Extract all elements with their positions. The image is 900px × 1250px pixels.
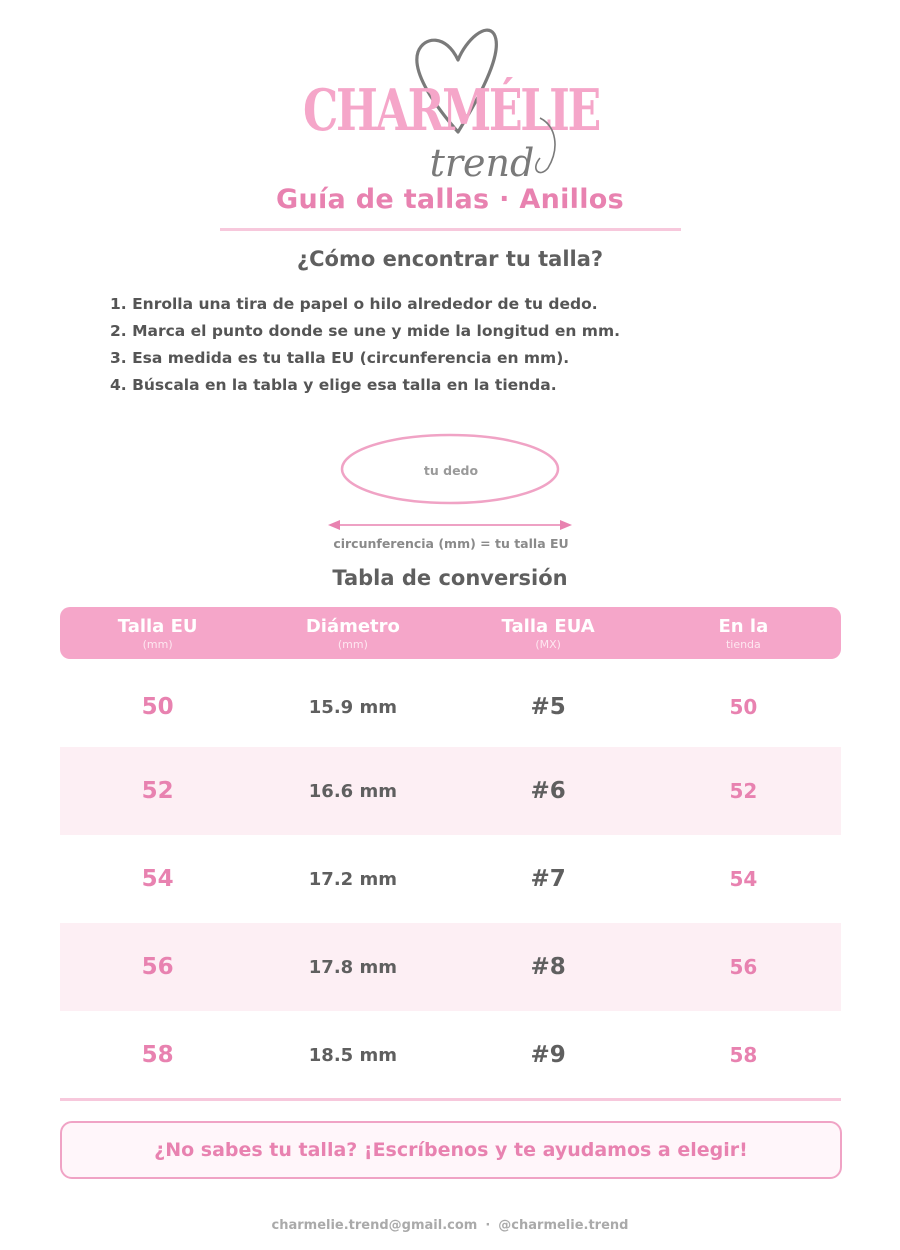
footer	[0, 1218, 900, 1233]
header-sublabel: tienda	[725, 638, 761, 651]
header-label: En la	[718, 616, 769, 637]
cell-eu: 52	[141, 778, 174, 804]
howto-title: ¿Cómo encontrar tu talla?	[296, 247, 604, 271]
table-row	[60, 835, 841, 923]
steps-list	[110, 292, 620, 400]
size-table	[60, 607, 841, 1099]
cell-diameter: 17.8 mm	[308, 956, 397, 978]
header-label: Talla EU	[117, 616, 198, 637]
cell-eu: 50	[141, 694, 174, 720]
circumference-label: circunferencia (mm) = tu talla EU	[333, 536, 569, 551]
footer-social[interactable]: @charmelie.trend	[498, 1218, 629, 1233]
step-item: 1. Enrolla una tira de papel o hilo alrededor de tu dedo.	[110, 295, 598, 313]
logo-script: trend	[429, 141, 535, 185]
finger-label: tu dedo	[423, 463, 479, 478]
step-item: 4. Búscala en la tabla y elige esa talla en la tienda.	[110, 376, 557, 394]
brand-logo	[0, 0, 900, 200]
logo-wordmark: CHARMÉLIE	[303, 77, 684, 144]
help-banner-text: ¿No sabes tu talla? ¡Escríbenos y te ayudamos a elegir!	[154, 1139, 748, 1161]
header-shop	[646, 607, 841, 652]
footer-email[interactable]: charmelie.trend@gmail.com	[271, 1218, 478, 1233]
finger-diagram	[320, 428, 582, 558]
table-row	[60, 923, 841, 1011]
cell-diameter: 18.5 mm	[308, 1044, 397, 1066]
cell-shop: 56	[729, 955, 758, 979]
step-item: 3. Esa medida es tu talla EU (circunferencia en mm).	[110, 349, 570, 367]
cell-shop: 58	[729, 1043, 758, 1067]
cell-usa: #7	[530, 866, 566, 892]
cell-usa: #9	[530, 1042, 566, 1068]
header-eu	[60, 607, 255, 652]
cell-eu: 56	[141, 954, 174, 980]
header-sublabel: (MX)	[535, 638, 561, 651]
cell-diameter: 15.9 mm	[308, 696, 397, 718]
arrow-left-icon	[328, 520, 340, 530]
cell-usa: #5	[530, 694, 566, 720]
header-label: Diámetro	[305, 616, 400, 637]
table-row	[60, 1011, 841, 1099]
help-banner	[60, 1121, 842, 1179]
page-title: Guía de tallas · Anillos	[276, 184, 624, 215]
cell-shop: 54	[729, 867, 758, 891]
table-row	[60, 667, 841, 747]
cell-usa: #6	[530, 778, 566, 804]
step-item: 2. Marca el punto donde se une y mide la longitud en mm.	[110, 322, 620, 340]
cell-eu: 54	[141, 866, 174, 892]
cell-diameter: 17.2 mm	[308, 868, 397, 890]
cell-usa: #8	[530, 954, 566, 980]
header-sublabel: (mm)	[142, 638, 173, 651]
header-label: Talla EUA	[501, 616, 595, 637]
table-title: Tabla de conversión	[332, 566, 568, 590]
table-header	[60, 607, 841, 659]
cell-eu: 58	[141, 1042, 174, 1068]
cell-shop: 52	[729, 779, 758, 803]
arrow-right-icon	[560, 520, 572, 530]
header-usa	[451, 607, 646, 652]
cell-diameter: 16.6 mm	[308, 780, 397, 802]
cell-shop: 50	[729, 695, 758, 719]
header-sublabel: (mm)	[337, 638, 368, 651]
footer-separator: ·	[485, 1218, 491, 1233]
table-divider	[60, 1098, 841, 1101]
table-row	[60, 747, 841, 835]
title-divider	[220, 228, 681, 231]
header-diameter	[255, 607, 450, 652]
